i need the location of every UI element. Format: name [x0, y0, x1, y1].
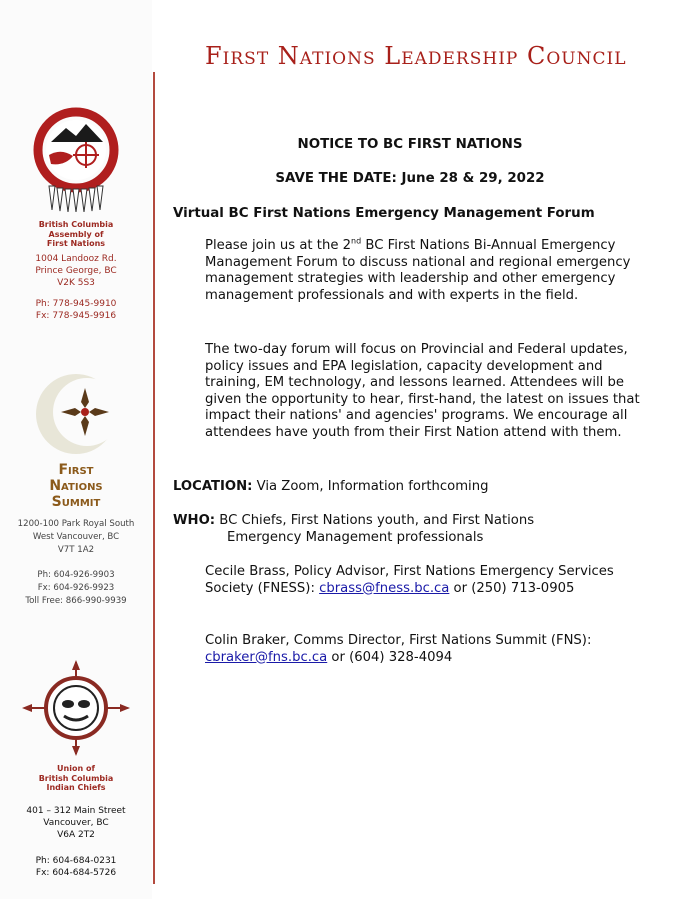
- fns-phone: Ph: 604-926-9903: [37, 570, 115, 580]
- letterhead-title: First Nations Leadership Council: [205, 42, 627, 70]
- location-value: Via Zoom, Information forthcoming: [252, 479, 489, 494]
- notice-heading: NOTICE TO BC FIRST NATIONS: [297, 137, 523, 152]
- who-label: WHO:: [173, 513, 216, 528]
- location-line: [173, 479, 663, 496]
- ubcic-address-line: V6A 2T2: [57, 829, 95, 840]
- bcafn-name-line: Assembly of: [48, 229, 104, 239]
- contact-cecile: [205, 564, 625, 597]
- contact-colin-phone: or (604) 328-4094: [327, 649, 453, 665]
- fns-name-line: Summit: [51, 494, 101, 510]
- ubcic-address-line: 401 – 312 Main Street: [26, 805, 126, 816]
- fns-fax: Fx: 604-926-9923: [37, 583, 115, 593]
- save-the-date: SAVE THE DATE: June 28 & 29, 2022: [275, 171, 545, 186]
- ubcic-name-line: British Columbia: [38, 773, 114, 783]
- intro-text-start: Please join us at the 2: [205, 238, 352, 253]
- contact-colin: [205, 633, 655, 666]
- fns-logo: [33, 372, 119, 456]
- bcafn-address-line: 1004 Landooz Rd.: [35, 253, 117, 264]
- contact-cecile-phone: or (250) 713-0905: [449, 580, 575, 596]
- bcafn-name-line: British Columbia: [38, 220, 114, 229]
- bcafn-logo: [21, 100, 131, 212]
- details-paragraph: The two-day forum will focus on Provincial and Federal updates, policy issues and EPA legislation, capacity development and training, EM technology, and lessons learned. Attendees will be given the opportunity to hear, first-hand, the latest on issues that impact their nations' and agencies' programs. We encourage all attendees have youth from their First Nation attend with them.: [205, 342, 640, 440]
- ubcic-block: [0, 660, 152, 879]
- intro-superscript: nd: [351, 236, 362, 246]
- bcafn-block: [0, 100, 152, 322]
- fns-name-line: Nations: [49, 478, 103, 494]
- contact-colin-text: Colin Braker, Comms Director, First Nations Summit (FNS):: [205, 633, 592, 648]
- ubcic-name-line: Union of: [57, 764, 95, 773]
- ubcic-phone: Ph: 604-684-0231: [35, 855, 117, 866]
- intro-text-rest: BC First Nations Bi-Annual Emergency Management Forum to discuss national and regional emergency management strategies with leadership and other emergency management professionals and with experts in the field.: [205, 238, 631, 303]
- ubcic-logo: [20, 660, 132, 756]
- location-label: LOCATION:: [173, 479, 253, 494]
- who-block: [173, 513, 663, 546]
- bcafn-fax: Fx: 778-945-9916: [35, 310, 117, 321]
- bcafn-phone: Ph: 778-945-9910: [35, 298, 117, 309]
- ubcic-fax: Fx: 604-684-5726: [35, 867, 117, 878]
- forum-subtitle: Virtual BC First Nations Emergency Management Forum: [173, 206, 595, 221]
- ubcic-name-line: Indian Chiefs: [46, 783, 106, 792]
- who-line-2: Emergency Management professionals: [227, 529, 484, 545]
- fns-address-line: West Vancouver, BC: [32, 532, 120, 542]
- cecile-email-link[interactable]: cbrass@fness.bc.ca: [319, 580, 450, 596]
- fns-address-line: 1200-100 Park Royal South: [17, 519, 135, 529]
- vertical-divider: [153, 72, 155, 884]
- fns-address-line: V7T 1A2: [57, 545, 95, 555]
- fns-name-line: First: [58, 462, 94, 478]
- bcafn-name-line: First Nations: [46, 239, 106, 248]
- bcafn-address-line: Prince George, BC: [35, 265, 117, 276]
- fns-tollfree: Toll Free: 866-990-9939: [25, 596, 127, 606]
- colin-email-link[interactable]: cbraker@fns.bc.ca: [205, 649, 328, 665]
- intro-paragraph: [205, 238, 660, 304]
- who-line-1: BC Chiefs, First Nations youth, and First Nations: [215, 513, 535, 528]
- fns-block: [0, 372, 152, 608]
- contact-cecile-text: Cecile Brass, Policy Advisor, First Nations Emergency Services Society (FNESS):: [205, 564, 614, 596]
- bcafn-address-line: V2K 5S3: [57, 277, 95, 288]
- ubcic-address-line: Vancouver, BC: [43, 817, 109, 828]
